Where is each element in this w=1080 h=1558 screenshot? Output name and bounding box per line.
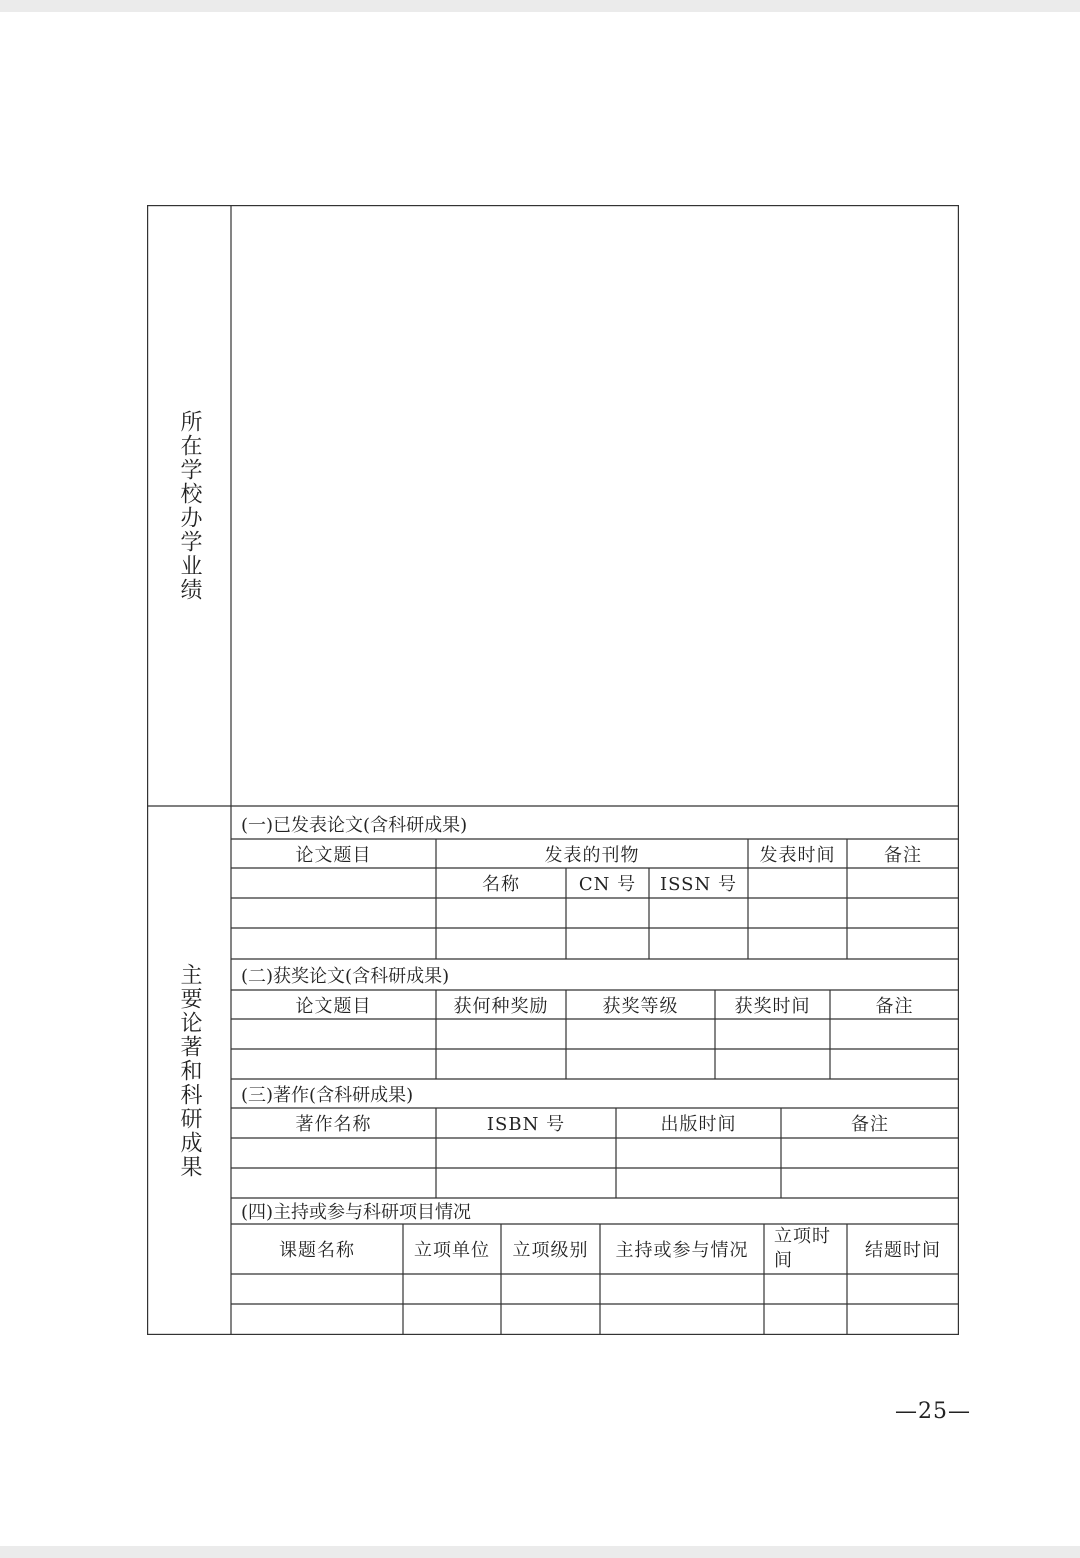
achievements-label: 所在学校办学业绩	[177, 409, 202, 602]
projects-header-role: 主持或参与情况	[615, 1240, 749, 1261]
projects-header-topic: 课题名称	[279, 1240, 355, 1261]
table-outer-border	[148, 206, 959, 1335]
scan-bottom-band	[0, 1546, 1080, 1558]
research-label-cell	[147, 806, 231, 1335]
projects-header-end: 结题时间	[865, 1240, 941, 1261]
papers-subheader-cn: CN 号	[578, 874, 637, 895]
application-form-table	[147, 205, 959, 1335]
awards-header-level: 获奖等级	[602, 995, 679, 1017]
books-header-name: 著作名称	[295, 1114, 372, 1135]
books-header-date: 出版时间	[660, 1114, 737, 1135]
papers-header-date: 发表时间	[759, 844, 836, 866]
books-header-remarks: 备注	[851, 1114, 889, 1135]
awards-section-title: (二)获奖论文(含科研成果)	[241, 965, 450, 987]
papers-header-title: 论文题目	[295, 844, 372, 866]
achievements-label-cell	[147, 205, 231, 806]
page-number: —25—	[895, 1398, 971, 1424]
projects-header-start: 立项时间	[774, 1225, 831, 1271]
scan-top-band	[0, 0, 1080, 12]
projects-header-level: 立项级别	[512, 1240, 589, 1261]
papers-subheader-name: 名称	[482, 874, 520, 895]
awards-header-title: 论文题目	[295, 995, 372, 1017]
papers-header-remarks: 备注	[884, 844, 922, 866]
papers-section-title: (一)已发表论文(含科研成果)	[241, 815, 468, 836]
papers-subheader-issn: ISSN 号	[660, 874, 737, 895]
awards-header-remarks: 备注	[875, 995, 914, 1017]
awards-header-award: 获何种奖励	[453, 995, 549, 1017]
table-grid-lines	[147, 205, 959, 1335]
research-label: 主要论著和科研成果	[177, 962, 202, 1179]
books-section-title: (三)著作(含科研成果)	[241, 1084, 414, 1106]
books-header-isbn: ISBN 号	[486, 1114, 566, 1135]
projects-section-title: (四)主持或参与科研项目情况	[241, 1202, 472, 1223]
papers-header-journal: 发表的刊物	[544, 844, 640, 866]
projects-header-unit: 立项单位	[414, 1240, 490, 1261]
awards-header-date: 获奖时间	[734, 995, 811, 1017]
